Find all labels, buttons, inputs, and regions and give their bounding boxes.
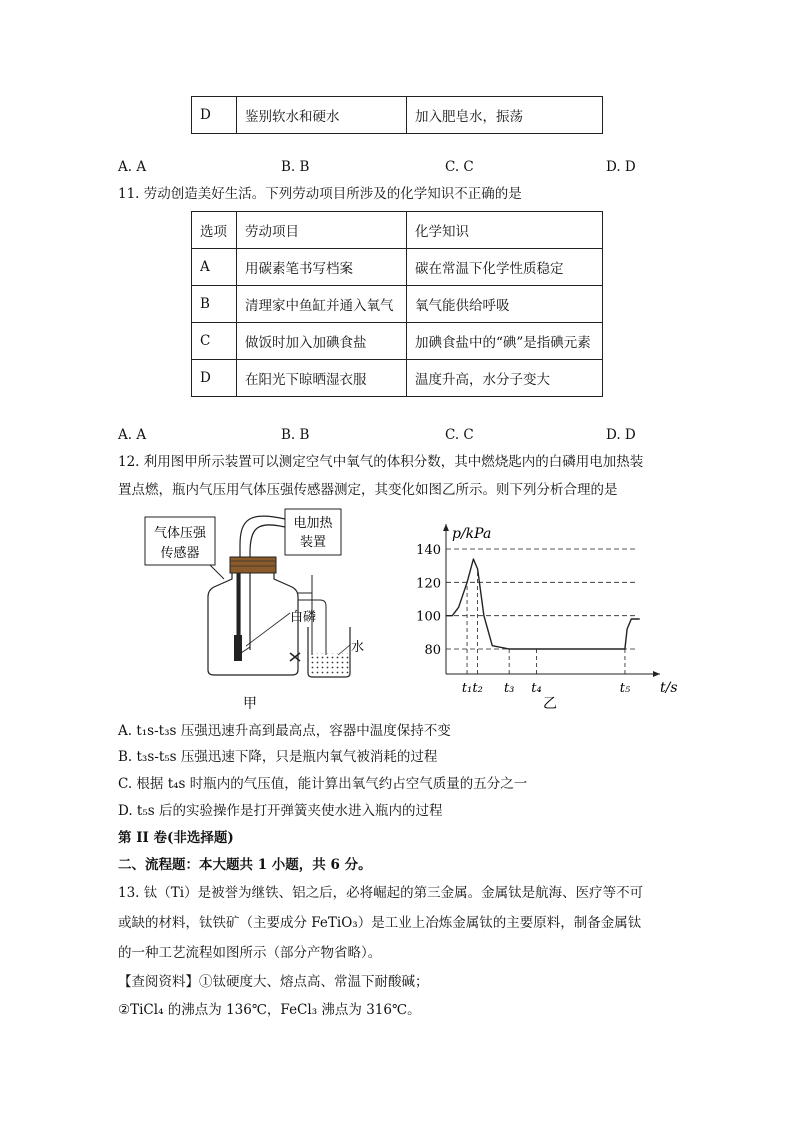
q10-table <box>191 96 603 134</box>
table-row <box>192 249 603 286</box>
choice-c[interactable]: C. C <box>445 159 474 175</box>
choice-b[interactable]: B. B <box>281 427 310 443</box>
knowledge-cell: 温度升高，水分子变大 <box>407 360 603 397</box>
graph-caption: 乙 <box>543 696 557 712</box>
sensor-label-1: 气体压强 <box>153 526 207 541</box>
method-cell: 加入肥皂水，振荡 <box>407 97 603 134</box>
option-cell: D <box>192 360 237 397</box>
x-tick-label: t₅ <box>619 681 631 696</box>
q12-stem-line2: 置点燃，瓶内气压用气体压强传感器测定，其变化如图乙所示。则下列分析合理的是 <box>118 482 618 498</box>
apparatus-figure <box>140 505 380 715</box>
knowledge-cell: 氧气能供给呼吸 <box>407 286 603 323</box>
pressure-curve <box>446 559 640 649</box>
option-cell: A <box>192 249 237 286</box>
choice-d[interactable]: D. D <box>606 159 636 175</box>
sensor-wire <box>210 565 224 579</box>
item-cell: 做饭时加入加碘食盐 <box>237 323 407 360</box>
heater-wire <box>240 516 285 655</box>
y-tick-label: 100 <box>416 609 441 625</box>
option-cell: B <box>192 286 237 323</box>
option-cell: C <box>192 323 237 360</box>
choice-d[interactable]: D. D <box>606 427 636 443</box>
bottle <box>208 573 298 675</box>
table-header-row <box>192 212 603 249</box>
q13-line3: 的一种工艺流程如图所示（部分产物省略）。 <box>118 945 382 961</box>
bottle-stopper <box>230 557 276 573</box>
table-row <box>192 97 603 134</box>
item-cell: 用碳素笔书写档案 <box>237 249 407 286</box>
q11-table <box>191 211 603 397</box>
q12-option-d[interactable]: D. t₅s 后的实验操作是打开弹簧夹使水进入瓶内的过程 <box>118 803 443 819</box>
section-title: 第 II 卷(非选择题) <box>118 830 234 846</box>
x-tick-label: t₁ <box>461 681 473 696</box>
x-axis-label: t/s <box>660 680 678 696</box>
x-tick-label: t₄ <box>531 681 542 696</box>
knowledge-cell: 加碘食盐中的“碘”是指碘元素 <box>407 323 603 360</box>
heater-label-1: 电加热 <box>293 516 333 531</box>
choice-a[interactable]: A. A <box>118 427 147 443</box>
combustion-spoon <box>234 635 242 661</box>
item-cell: 鉴别软水和硬水 <box>237 97 407 134</box>
q12-stem-line1: 12. 利用图甲所示装置可以测定空气中氧气的体积分数，其中燃烧匙内的白磷用电加热装 <box>118 454 644 470</box>
x-axis-arrow <box>653 671 660 677</box>
item-cell: 清理家中鱼缸并通入氧气 <box>237 286 407 323</box>
item-cell: 在阳光下晾晒湿衣服 <box>237 360 407 397</box>
pressure-graph <box>408 512 678 714</box>
q12-option-a[interactable]: A. t₁s-t₃s 压强迅速升高到最高点，容器中温度保持不变 <box>118 723 451 739</box>
apparatus-caption: 甲 <box>243 696 257 712</box>
y-tick-label: 120 <box>416 576 441 592</box>
section-part: 二、流程题：本大题共 1 小题，共 6 分。 <box>118 857 372 873</box>
q12-option-b[interactable]: B. t₃s-t₅s 压强迅速下降，只是瓶内氧气被消耗的过程 <box>118 749 438 765</box>
q13-line4: 【查阅资料】①钛硬度大、熔点高、常温下耐酸碱； <box>118 974 429 990</box>
q11-stem: 11. 劳动创造美好生活。下列劳动项目所涉及的化学知识不正确的是 <box>118 186 522 202</box>
q13-line5: ②TiCl₄ 的沸点为 136℃，FeCl₃ 沸点为 316℃。 <box>118 1002 421 1018</box>
header-option: 选项 <box>192 212 237 249</box>
choice-a[interactable]: A. A <box>118 159 147 175</box>
sensor-label-2: 传感器 <box>160 546 200 561</box>
q13-line2: 或缺的材料，钛铁矿（主要成分 FeTiO₃）是工业上冶炼金属钛的主要原料，制备金属钛 <box>118 915 642 931</box>
water-label: 水 <box>351 640 365 655</box>
y-tick-label: 140 <box>416 543 441 558</box>
header-item: 劳动项目 <box>237 212 407 249</box>
y-axis-arrow <box>443 524 449 531</box>
table-row <box>192 286 603 323</box>
header-knowledge: 化学知识 <box>407 212 603 249</box>
table-row <box>192 323 603 360</box>
option-cell: D <box>192 97 237 134</box>
x-tick-label: t₃ <box>503 681 515 696</box>
phosphorus-label: 白磷 <box>290 610 317 625</box>
x-tick-label: t₂ <box>472 681 483 696</box>
choice-b[interactable]: B. B <box>281 159 310 175</box>
choice-c[interactable]: C. C <box>445 427 474 443</box>
knowledge-cell: 碳在常温下化学性质稳定 <box>407 249 603 286</box>
y-tick-label: 80 <box>424 643 441 658</box>
y-axis-label: p/kPa <box>452 526 492 542</box>
heater-label-2: 装置 <box>299 535 327 550</box>
q13-line1: 13. 钛（Ti）是被誉为继铁、铝之后，必将崛起的第三金属。金属钛是航海、医疗等不可 <box>118 885 644 901</box>
table-row <box>192 360 603 397</box>
q12-option-c[interactable]: C. 根据 t₄s 时瓶内的气压值，能计算出氧气约占空气质量的五分之一 <box>118 776 528 792</box>
